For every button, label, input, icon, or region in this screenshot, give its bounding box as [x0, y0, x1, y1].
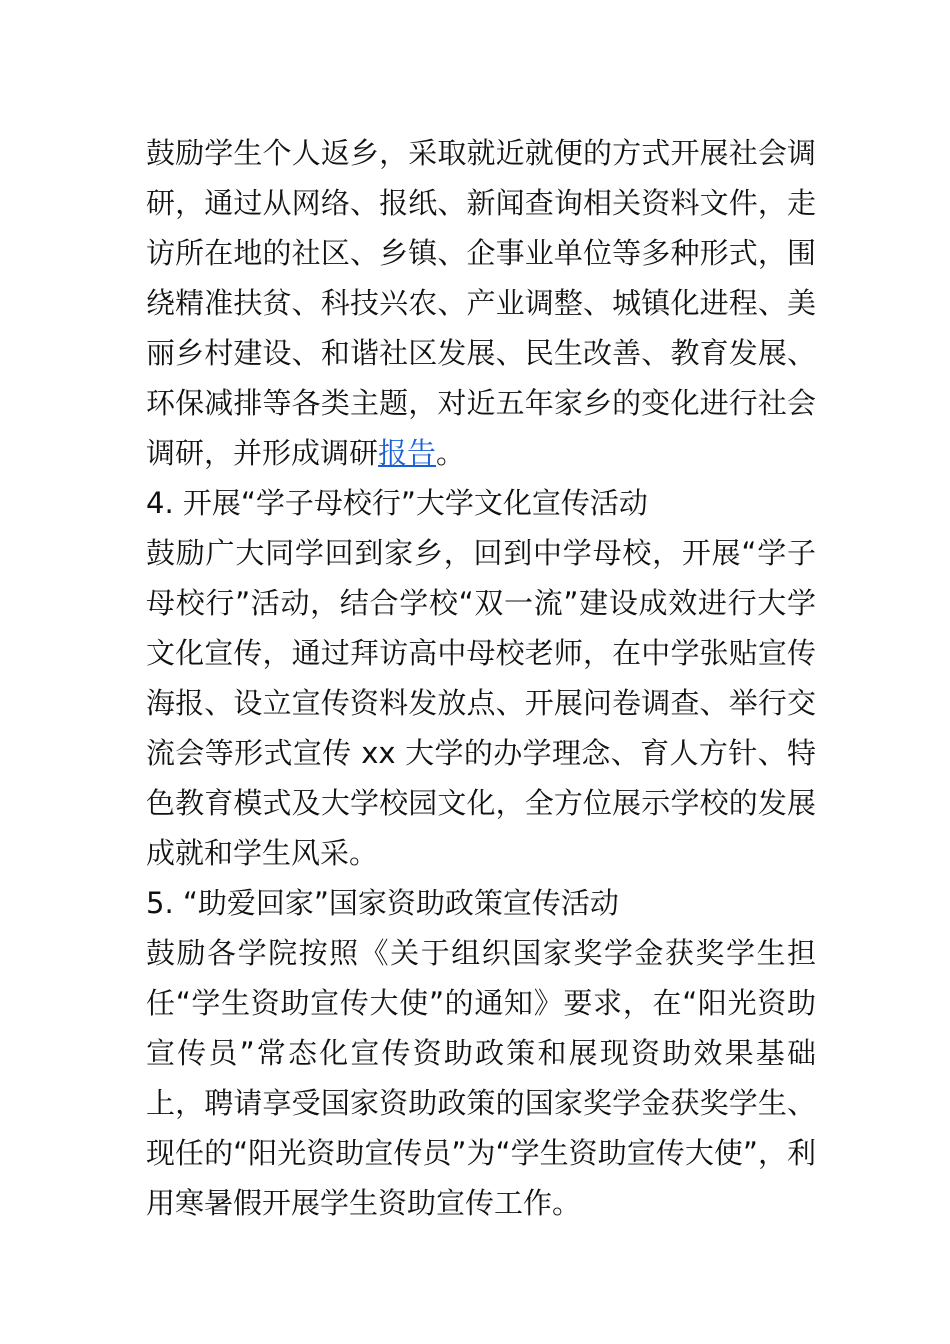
paragraph-social-survey: [146, 128, 816, 478]
paragraph-social-survey-tail: 。: [436, 436, 466, 470]
section-heading-4: 4. 开展“学子母校行”大学文化宣传活动: [146, 486, 648, 520]
paragraph-alma-mater: 鼓励广大同学回到家乡，回到中学母校，开展“学子母校行”活动，结合学校“双一流”建设成效进行大学文化宣传，通过拜访高中母校老师，在中学张贴宣传海报、设立宣传资料发放点、开展问卷调查、举行交流会等形式宣传 xx 大学的办学理念、育人方针、特色教育模式及大学校园文化，全方位展示学校的发展成就和学生风采。: [146, 536, 816, 870]
report-link[interactable]: 报告: [378, 436, 437, 470]
document-body: [146, 128, 816, 1228]
section-heading-5: 5. “助爱回家”国家资助政策宣传活动: [146, 886, 619, 920]
paragraph-financial-aid: 鼓励各学院按照《关于组织国家奖学金获奖学生担任“学生资助宣传大使”的通知》要求，在“阳光资助宣传员”常态化宣传资助政策和展现资助效果基础上，聘请享受国家资助政策的国家奖学金获奖学生、现任的“阳光资助宣传员”为“学生资助宣传大使”，利用寒暑假开展学生资助宣传工作。: [146, 936, 816, 1220]
paragraph-social-survey-text: 鼓励学生个人返乡，采取就近就便的方式开展社会调研，通过从网络、报纸、新闻查询相关资料文件，走访所在地的社区、乡镇、企事业单位等多种形式，围绕精准扶贫、科技兴农、产业调整、城镇化进程、美丽乡村建设、和谐社区发展、民生改善、教育发展、环保减排等各类主题，对近五年家乡的变化进行社会调研，并形成调研: [146, 136, 816, 470]
